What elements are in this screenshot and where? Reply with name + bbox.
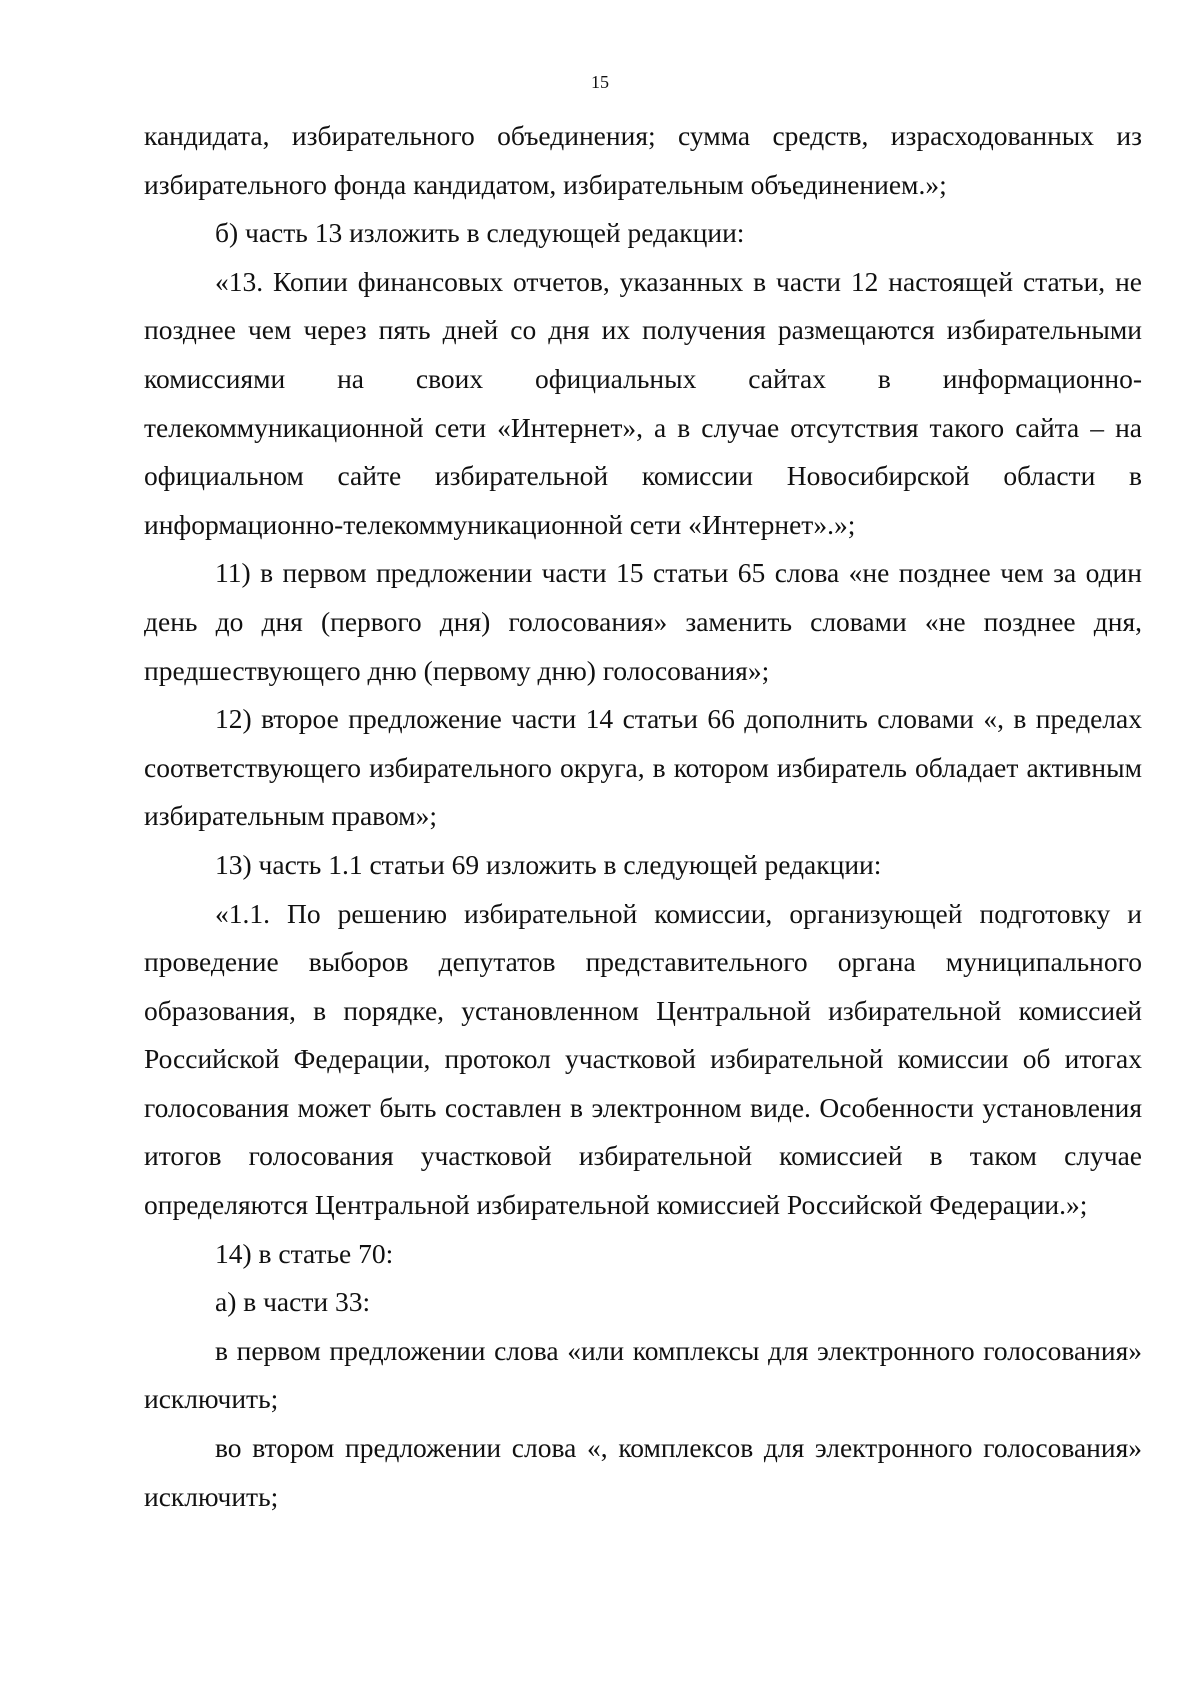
document-body xyxy=(144,112,1142,1521)
paragraph-part-13-text: «13. Копии финансовых отчетов, указанных в части 12 настоящей статьи, не позднее чем через пять дней со дня их получения размещаются избирательными комиссиями на своих официальных сайтах в информационно-телекоммуникационной сети «Интернет», а в случае отсутствия такого сайта – на официальном сайте избирательной комиссии Новосибирской области в информационно-телекоммуникационной сети «Интернет».»; xyxy=(144,265,1142,540)
paragraph-continuation: кандидата, избирательного объединения; сумма средств, израсходованных из избирательного фонда кандидатом, избирательным объединением.»; xyxy=(144,120,1142,200)
paragraph-item-11: 11) в первом предложении части 15 статьи 65 слова «не позднее чем за один день до дня (первого дня) голосования» заменить словами «не позднее дня, предшествующего дню (первому дню) голосования»; xyxy=(144,557,1142,686)
paragraph-second-sentence-change: во втором предложении слова «, комплексов для электронного голосования» исключить; xyxy=(144,1432,1142,1512)
paragraph-item-14: 14) в статье 70: xyxy=(215,1237,394,1269)
paragraph-first-sentence-change: в первом предложении слова «или комплексы для электронного голосования» исключить; xyxy=(144,1334,1142,1415)
paragraph-item-13: 13) часть 1.1 статьи 69 изложить в следующей редакции: xyxy=(215,848,882,880)
paragraph-item-a: а) в части 33: xyxy=(215,1286,371,1318)
paragraph-item-b: б) часть 13 изложить в следующей редакции: xyxy=(215,217,745,249)
page-number: 15 xyxy=(591,72,609,92)
paragraph-part-1-1-text: «1.1. По решению избирательной комиссии, организующей подготовку и проведение выборов депутатов представительного органа муниципального образования, в порядке, установленном Центральной избирательной комиссией Российской Федерации, протокол участковой избирательной комиссии об итогах голосования может быть составлен в электронном виде. Особенности установления итогов голосования участковой избирательной комиссией в таком случае определяются Центральной избирательной комиссией Российской Федерации.»; xyxy=(144,897,1142,1221)
paragraph-item-12: 12) второе предложение части 14 статьи 66 дополнить словами «, в пределах соответствующего избирательного округа, в котором избиратель обладает активным избирательным правом»; xyxy=(144,703,1142,832)
